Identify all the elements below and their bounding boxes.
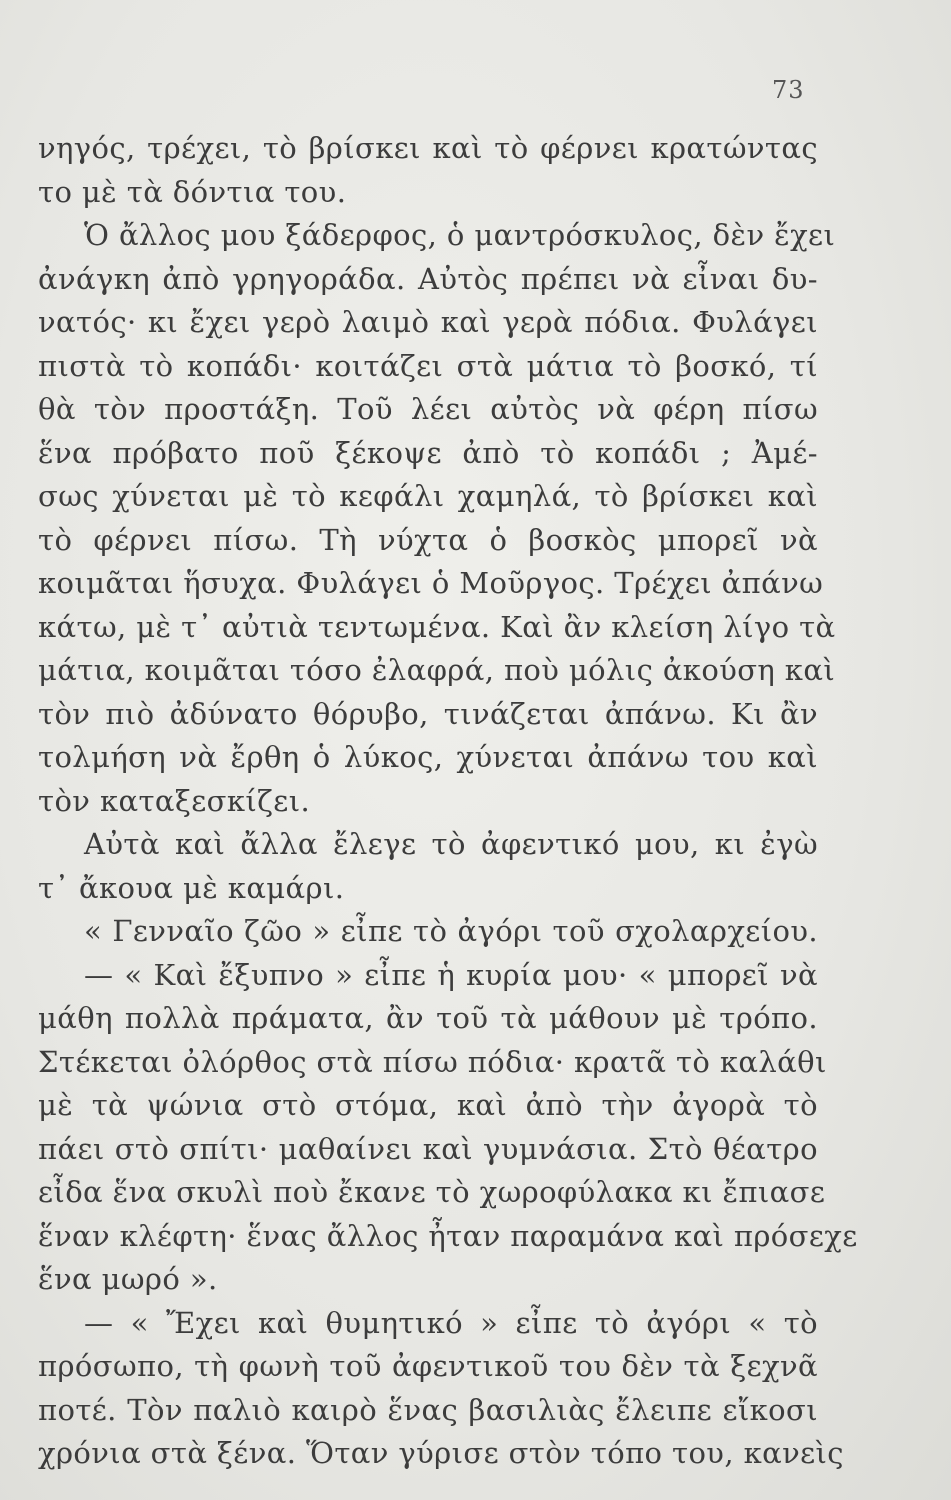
text-line: πιστὰ τὸ κοπάδι· κοιτάζει στὰ μάτια τὸ βοσκό, τί: [38, 348, 818, 383]
text-line: μάθη πολλὰ πράματα, ἂν τοῦ τὰ μάθουν μὲ τρόπο.: [38, 1001, 818, 1035]
text-line: θὰ τὸν προστάξη. Τοῦ λέει αὐτὸς νὰ φέρη πίσω: [38, 392, 818, 426]
text-line: νηγός, τρέχει, τὸ βρίσκει καὶ τὸ φέρνει κρατώντας: [38, 131, 818, 165]
page-number: 73: [772, 76, 805, 104]
text-line: Στέκεται ὀλόρθος στὰ πίσω πόδια· κρατᾶ τὸ καλάθι: [38, 1044, 827, 1079]
text-line: πρόσωπο, τὴ φωνὴ τοῦ ἀφεντικοῦ του δὲν τὰ ξεχνᾶ: [38, 1349, 818, 1383]
text-line: τὸν πιὸ ἀδύνατο θόρυβο, τινάζεται ἀπάνω. Κι ἂν: [38, 696, 818, 731]
text-line: ἕναν κλέφτη· ἕνας ἄλλος ἦταν παραμάνα καὶ πρόσεχε: [38, 1218, 858, 1253]
text-line: μὲ τὰ ψώνια στὸ στόμα, καὶ ἀπὸ τὴν ἀγορὰ τὸ: [38, 1088, 818, 1122]
text-line: τ᾽ ἄκουα μὲ καμάρι.: [38, 870, 345, 905]
text-line: ἕνα μωρό ».: [38, 1262, 218, 1296]
text-line: το μὲ τὰ δόντια του.: [38, 174, 347, 209]
text-line: — « Καὶ ἔξυπνο » εἶπε ἡ κυρία μου· « μπορεῖ νὰ: [84, 957, 818, 992]
text-line: μάτια, κοιμᾶται τόσο ἐλαφρά, ποὺ μόλις ἀκούση καὶ: [38, 653, 836, 687]
text-line: « Γενναῖο ζῶο » εἶπε τὸ ἀγόρι τοῦ σχολαρχείου.: [84, 914, 818, 948]
text-line: νατός· κι ἔχει γερὸ λαιμὸ καὶ γερὰ πόδια. Φυλάγει: [38, 305, 818, 339]
text-line: τολμήση νὰ ἔρθη ὁ λύκος, χύνεται ἀπάνω του καὶ: [38, 740, 818, 774]
text-line: Αὐτὰ καὶ ἄλλα ἔλεγε τὸ ἀφεντικό μου, κι ἐγὼ: [84, 827, 818, 861]
text-line: — « Ἔχει καὶ θυμητικό » εἶπε τὸ ἀγόρι « τὸ: [84, 1305, 818, 1340]
text-line: κάτω, μὲ τ᾽ αὐτιὰ τεντωμένα. Καὶ ἂν κλείση λίγο τὰ: [38, 609, 836, 644]
text-line: ἕνα πρόβατο ποῦ ξέκοψε ἀπὸ τὸ κοπάδι ; Ἀμέ-: [38, 435, 818, 470]
body-text: [38, 127, 858, 1476]
text-line: κοιμᾶται ἥσυχα. Φυλάγει ὁ Μοῦργος. Τρέχει ἀπάνω: [38, 566, 824, 600]
text-line: τὸ φέρνει πίσω. Τὴ νύχτα ὁ βοσκὸς μπορεῖ νὰ: [38, 522, 818, 557]
text-line: σως χύνεται μὲ τὸ κεφάλι χαμηλά, τὸ βρίσκει καὶ: [38, 479, 818, 513]
text-line: χρόνια στὰ ξένα. Ὅταν γύρισε στὸν τόπο του, κανεὶς: [38, 1436, 844, 1470]
text-line: τὸν καταξεσκίζει.: [38, 783, 311, 818]
text-line: πάει στὸ σπίτι· μαθαίνει καὶ γυμνάσια. Στὸ θέατρο: [38, 1131, 818, 1166]
text-line: εἶδα ἕνα σκυλὶ ποὺ ἔκανε τὸ χωροφύλακα κι ἔπιασε: [38, 1175, 826, 1209]
text-line: Ὁ ἄλλος μου ξάδερφος, ὁ μαντρόσκυλος, δὲν ἔχει: [84, 218, 836, 252]
text-line: ποτέ. Τὸν παλιὸ καιρὸ ἕνας βασιλιὰς ἔλειπε εἴκοσι: [38, 1392, 818, 1427]
text-line: ἀνάγκη ἀπὸ γρηγοράδα. Αὐτὸς πρέπει νὰ εἶναι δυ-: [38, 261, 818, 296]
